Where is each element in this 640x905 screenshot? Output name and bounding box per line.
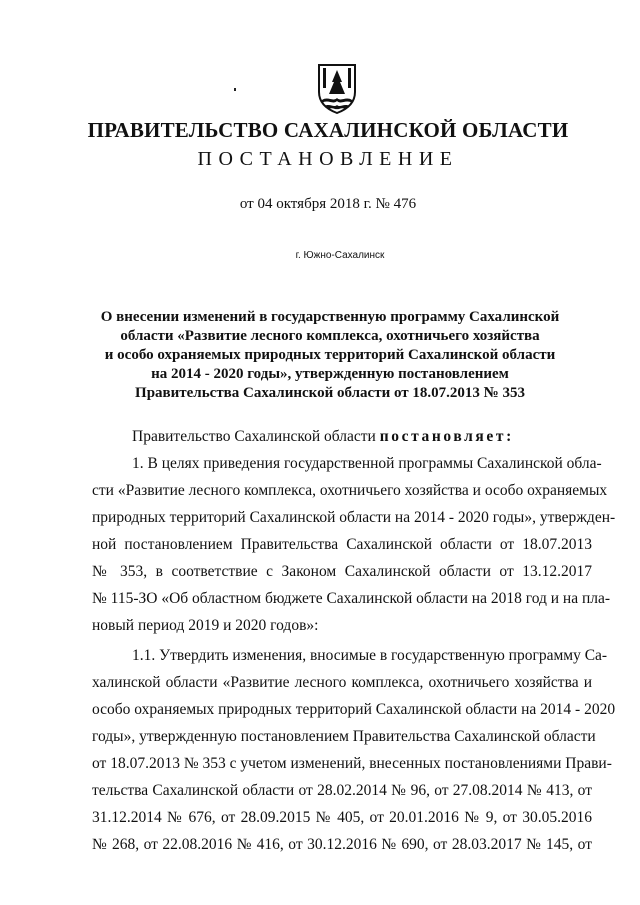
subject-line: на 2014 - 2020 годы», утвержденную постановлением bbox=[151, 366, 509, 382]
city: г. Южно-Сахалинск bbox=[295, 250, 385, 261]
coat-of-arms-icon bbox=[315, 62, 359, 114]
body-line: особо охраняемых природных территорий Сахалинской области на 2014 - 2020 bbox=[92, 701, 616, 718]
body-line: № 353, в соответствие с Законом Сахалинской области от 13.12.2017 bbox=[92, 563, 592, 580]
body-line: годы», утвержденную постановлением Правительства Сахалинской области bbox=[92, 728, 596, 745]
preamble-verb: постановляет: bbox=[379, 428, 514, 445]
body-line: ной постановлением Правительства Сахалинской области от 18.07.2013 bbox=[92, 536, 592, 553]
subject-line: области «Развитие лесного комплекса, охотничьего хозяйства bbox=[120, 328, 540, 344]
preamble bbox=[132, 428, 632, 446]
preamble-text: Правительство Сахалинской области bbox=[132, 428, 380, 445]
subject-line: О внесении изменений в государственную программу Сахалинской bbox=[100, 309, 560, 325]
body-line: 1.1. Утвердить изменения, вносимые в государственную программу Са- bbox=[132, 647, 608, 664]
body-line: от 18.07.2013 № 353 с учетом изменений, внесенных постановлениями Прави- bbox=[92, 755, 612, 772]
body-line: 31.12.2014 № 676, от 28.09.2015 № 405, от 20.01.2016 № 9, от 30.05.2016 bbox=[92, 809, 592, 826]
subject-line: Правительства Сахалинской области от 18.07.2013 № 353 bbox=[135, 385, 525, 401]
subject-line: и особо охраняемых природных территорий Сахалинской области bbox=[104, 347, 556, 363]
scan-speck bbox=[234, 88, 236, 91]
body-line: природных территорий Сахалинской области на 2014 - 2020 годы», утвержден- bbox=[92, 509, 616, 526]
body-line: сти «Развитие лесного комплекса, охотничьего хозяйства и особо охраняемых bbox=[92, 482, 608, 499]
body-line: № 115-ЗО «Об областном бюджете Сахалинской области на 2018 год и на пла- bbox=[92, 590, 611, 607]
body-line: халинской области «Развитие лесного комплекса, охотничьего хозяйства и bbox=[92, 674, 592, 691]
date-and-number: от 04 октября 2018 г. № 476 bbox=[239, 196, 417, 212]
body-line: новый период 2019 и 2020 годов»: bbox=[92, 617, 319, 634]
body-line: № 268, от 22.08.2016 № 416, от 30.12.2016 № 690, от 28.03.2017 № 145, от bbox=[92, 836, 592, 853]
body-line: тельства Сахалинской области от 28.02.2014 № 96, от 27.08.2014 № 413, от bbox=[92, 782, 592, 799]
decree-subject bbox=[60, 308, 600, 403]
body-line: 1. В целях приведения государственной программы Сахалинской обла- bbox=[132, 455, 602, 472]
government-title: ПРАВИТЕЛЬСТВО САХАЛИНСКОЙ ОБЛАСТИ bbox=[87, 118, 569, 142]
document-type: ПОСТАНОВЛЕНИЕ bbox=[197, 148, 459, 170]
